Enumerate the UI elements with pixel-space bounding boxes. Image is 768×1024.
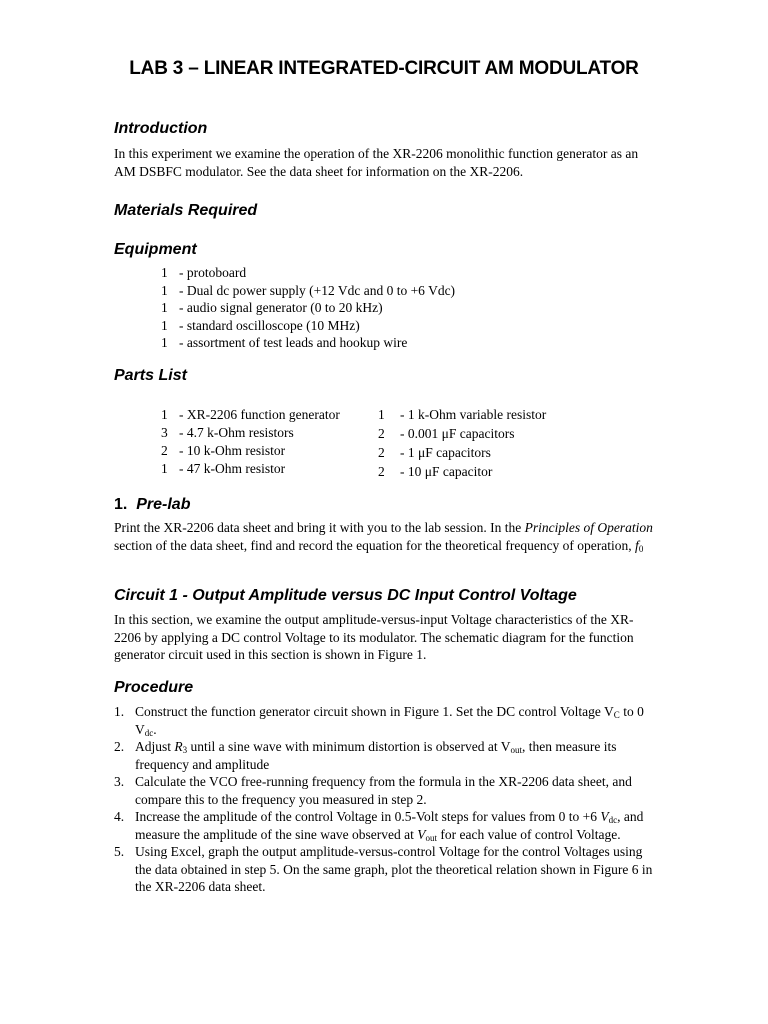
introduction-heading: Introduction [114, 120, 208, 137]
list-item: 2 - 0.001 μF capacitors [378, 426, 515, 441]
circuit1-heading: Circuit 1 - Output Amplitude versus DC Input Control Voltage [114, 587, 577, 604]
list-item: 2 - 1 μF capacitors [378, 445, 491, 460]
list-item: 1 - standard oscilloscope (10 MHz) [161, 317, 360, 333]
list-item: 1 - 1 k-Ohm variable resistor [378, 407, 547, 422]
page-title: LAB 3 – LINEAR INTEGRATED-CIRCUIT AM MODULATOR [129, 58, 639, 79]
procedure-step: 5. Using Excel, graph the output amplitude-versus-control Voltage for the control Voltages using the data obtained in step 5. On the same graph, plot the theoretical relation shown in Figure 6 in the XR-2206 data sheet. [114, 844, 653, 894]
list-item: 1 - XR-2206 function generator [161, 407, 340, 422]
circuit1-text: In this section, we examine the output amplitude-versus-input Voltage characteristics of the XR-2206 by applying a DC control Voltage to its modulator. The schematic diagram for the function generator circuit used in this section is shown in Figure 1. [114, 612, 634, 662]
prelab-text: Print the XR-2206 data sheet and bring it with you to the lab session. In the Principles of Operation section of the data sheet, find and record the equation for the theoretical frequency of operation, $f_0$ [114, 520, 653, 554]
prelab-number: 1. [114, 496, 128, 513]
introduction-text: In this experiment we examine the operation of the XR-2206 monolithic function generator as an AM DSBFC modulator. See the data sheet for information on the XR-2206. [114, 146, 639, 179]
procedure-list [114, 703, 659, 896]
list-item: 1 - 47 k-Ohm resistor [161, 461, 286, 476]
procedure-step: 4. Increase the amplitude of the control Voltage in 0.5-Volt steps for values from 0 to +6 $V_{dc}$, and measure the amplitude of the sine wave observed at $V_{out}$ for each value of control Voltage. [114, 809, 644, 843]
procedure-step: 3. Calculate the VCO free-running frequency from the formula in the XR-2206 data sheet, and compare this to the frequency you measured in step 2. [114, 774, 632, 807]
materials-heading: Materials Required [114, 202, 258, 219]
procedure-heading: Procedure [114, 679, 194, 696]
procedure-step: 2. Adjust $R_3$ until a sine wave with minimum distortion is observed at $V_{out}$, then measure its frequency and amplitude [114, 739, 617, 772]
procedure-step: 1. Construct the function generator circuit shown in Figure 1. Set the DC control Voltage $V_C$ to 0 $V_{dc}$. [114, 704, 644, 738]
list-item: 1 - protoboard [161, 265, 247, 280]
list-item: 1 - audio signal generator (0 to 20 kHz) [161, 300, 383, 315]
list-item: 2 - 10 k-Ohm resistor [161, 443, 286, 458]
list-item: 1 - assortment of test leads and hookup wire [161, 335, 408, 350]
list-item: 2 - 10 μF capacitor [378, 464, 493, 479]
prelab-title: Pre-lab [136, 496, 191, 513]
list-item: 1 - Dual dc power supply (+12 Vdc and 0 to +6 Vdc) [161, 282, 456, 298]
prelab-heading [114, 496, 190, 514]
equipment-heading: Equipment [114, 241, 197, 258]
list-item: 3 - 4.7 k-Ohm resistors [161, 425, 294, 440]
parts-heading: Parts List [114, 367, 187, 384]
